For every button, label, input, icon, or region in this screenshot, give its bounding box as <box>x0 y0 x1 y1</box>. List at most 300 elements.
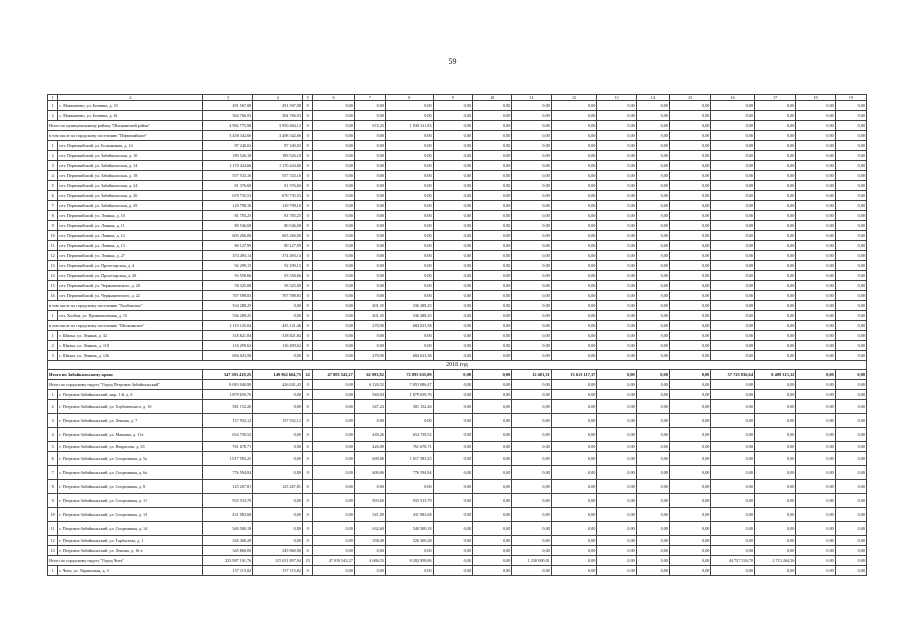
table-cell: 0,00 <box>636 414 669 428</box>
table-cell: 304 766,93 <box>253 111 303 121</box>
table-cell: 0,00 <box>433 171 472 181</box>
table-cell: 0 <box>302 221 312 231</box>
table-cell: 0,00 <box>636 271 669 281</box>
table-row <box>48 508 867 522</box>
table-cell: 0,00 <box>835 201 866 211</box>
table-cell: 0,00 <box>636 231 669 241</box>
row-number: 2 <box>48 151 58 161</box>
table-cell: 129 798,16 <box>253 201 303 211</box>
table-cell: 0,00 <box>597 281 636 291</box>
table-cell: 81 783,25 <box>203 211 253 221</box>
table-cell: 0,00 <box>835 442 866 452</box>
table-cell: 0,00 <box>796 466 835 480</box>
table-cell: 933 533,79 <box>203 494 253 508</box>
table-cell: 0,00 <box>711 261 755 271</box>
table-cell: 0,00 <box>597 141 636 151</box>
table-cell: 0,00 <box>472 442 511 452</box>
table-cell: 0,00 <box>597 428 636 442</box>
subtotal-label: в том числе по городскому поселению "Холбонское" <box>48 301 203 311</box>
table-cell: 0,00 <box>354 291 385 301</box>
table-cell: 0,00 <box>385 221 433 231</box>
table-cell: 0,00 <box>472 414 511 428</box>
table-cell: 0,00 <box>597 480 636 494</box>
table-cell: 0,00 <box>512 261 551 271</box>
address-cell: пгт. Первомайский, ул. Ленина, д. 12 <box>58 231 203 241</box>
address-cell: г. Петровск-Забайкальский, ул. Спортивная, д. 11 <box>58 494 203 508</box>
address-cell: пгт. Первомайский, ул. Ленина, д. 10 <box>58 211 203 221</box>
table-cell: 334 288,25 <box>203 301 253 311</box>
table-cell: 0,00 <box>597 171 636 181</box>
table-cell: 0,00 <box>551 291 597 301</box>
table-cell: 0 <box>302 428 312 442</box>
address-cell: г. Чита, ул. Украинская, д. 3 <box>58 566 203 576</box>
table-cell: 0,00 <box>512 141 551 151</box>
table-cell: 0,00 <box>711 281 755 291</box>
table-cell: 0,00 <box>835 151 866 161</box>
table-row <box>48 201 867 211</box>
table-cell: 0,00 <box>835 428 866 442</box>
table-cell: 0,00 <box>597 131 636 141</box>
table-cell: 0 <box>302 466 312 480</box>
table-cell: 1 170 424,66 <box>253 161 303 171</box>
year-row <box>48 361 867 370</box>
table-cell: 0,00 <box>512 321 551 331</box>
table-cell: 0,00 <box>669 201 710 211</box>
address-cell: пгт. Первомайский, ул. Пролетарская, д. 4 <box>58 261 203 271</box>
table-cell: 0,00 <box>472 400 511 414</box>
table-cell: 0,00 <box>597 101 636 111</box>
table-cell: 684 023,58 <box>385 321 433 331</box>
table-cell: 0,00 <box>597 546 636 556</box>
table-cell: 0,00 <box>835 522 866 536</box>
table-cell: 0,00 <box>636 111 669 121</box>
column-number: 6 <box>313 95 354 101</box>
table-cell: 0,00 <box>796 400 835 414</box>
table-cell: 189 526,18 <box>253 151 303 161</box>
table-cell: 0,00 <box>711 508 755 522</box>
table-cell: 345 860,00 <box>203 546 253 556</box>
table-cell: 0,00 <box>551 466 597 480</box>
table-cell: 87 240,02 <box>253 141 303 151</box>
table-cell: 0,00 <box>472 231 511 241</box>
table-cell: 0,00 <box>313 131 354 141</box>
table-cell: 0,00 <box>354 131 385 141</box>
table-cell: 0,00 <box>796 566 835 576</box>
table-cell: 3 458 342,66 <box>203 131 253 141</box>
table-cell: 0,00 <box>636 341 669 351</box>
table-cell: 0,00 <box>385 414 433 428</box>
table-cell: 0,00 <box>433 241 472 251</box>
table-cell: 0,00 <box>433 301 472 311</box>
table-cell: 47 019 543,27 <box>313 556 354 566</box>
table-cell: 0,00 <box>385 161 433 171</box>
table-cell: 1 879 659,76 <box>203 390 253 400</box>
row-number: 7 <box>48 466 58 480</box>
table-cell: 0 <box>302 281 312 291</box>
address-cell: пгт. Первомайский, ул. Ленина, д. 27 <box>58 251 203 261</box>
table-cell: 0,00 <box>669 301 710 311</box>
table-cell: 0,00 <box>512 480 551 494</box>
table-cell: 0,00 <box>512 428 551 442</box>
table-cell: 0,00 <box>796 101 835 111</box>
table-cell: 0,00 <box>669 311 710 321</box>
table-cell: 0,00 <box>512 452 551 466</box>
table-cell: 157 932,12 <box>253 414 303 428</box>
table-cell: 80 127,99 <box>203 241 253 251</box>
table-cell: 0,00 <box>754 281 795 291</box>
address-cell: г. Петровск-Забайкальский, ул. Ленина, д. 7 <box>58 414 203 428</box>
table-cell: 0 <box>302 131 312 141</box>
table-cell: 0,00 <box>385 101 433 111</box>
table-cell: 0,00 <box>512 101 551 111</box>
table-cell: 0,00 <box>472 536 511 546</box>
table-cell: 0,00 <box>636 466 669 480</box>
table-cell: 0,00 <box>711 141 755 151</box>
table-cell: 0,00 <box>796 161 835 171</box>
table-cell: 0,00 <box>472 191 511 201</box>
table-cell: 0,00 <box>796 494 835 508</box>
subtotal-row <box>48 131 867 141</box>
table-row <box>48 191 867 201</box>
table-cell: 0,00 <box>313 546 354 556</box>
table-cell: 0,00 <box>385 111 433 121</box>
table-cell: 0,00 <box>472 556 511 566</box>
table-cell: 670 735,53 <box>253 191 303 201</box>
table-cell: 0,00 <box>835 556 866 566</box>
table-cell: 0,00 <box>551 231 597 241</box>
table-cell: 0,00 <box>472 301 511 311</box>
table-cell: 0,00 <box>669 508 710 522</box>
table-cell: 0,00 <box>754 221 795 231</box>
table-cell: 0 <box>302 141 312 151</box>
table-cell: 0,00 <box>711 546 755 556</box>
table-row <box>48 251 867 261</box>
table-cell: 0,00 <box>636 452 669 466</box>
table-cell: 0,00 <box>597 291 636 301</box>
table-cell: 0,00 <box>551 536 597 546</box>
table-cell: 0,00 <box>597 241 636 251</box>
table-cell: 0,00 <box>669 191 710 201</box>
table-row <box>48 141 867 151</box>
address-cell: пгт. Первомайский, ул. Забайкальская, д. 24 <box>58 181 203 191</box>
table-cell: 426 041,43 <box>253 380 303 390</box>
table-cell: 0,00 <box>669 251 710 261</box>
table-cell: 0,00 <box>636 101 669 111</box>
row-number: 2 <box>48 111 58 121</box>
table-cell: 57 723 036,64 <box>711 370 755 380</box>
table-cell: 0,00 <box>796 321 835 331</box>
table-cell: 0,00 <box>433 191 472 201</box>
table-cell: 318 821,84 <box>253 331 303 341</box>
table-cell: 0,00 <box>711 211 755 221</box>
row-number: 13 <box>48 261 58 271</box>
table-cell: 22 <box>302 370 312 380</box>
table-cell: 0,00 <box>354 101 385 111</box>
table-cell: 0,00 <box>636 301 669 311</box>
table-cell: 0,00 <box>669 291 710 301</box>
table-cell: 0,00 <box>354 271 385 281</box>
table-cell: 684 023,58 <box>203 351 253 361</box>
table-cell: 0,00 <box>754 301 795 311</box>
table-cell: 0,00 <box>754 414 795 428</box>
address-cell: г. Шилка, ул. Ленина, д. 126 <box>58 351 203 361</box>
table-cell: 0,00 <box>551 351 597 361</box>
table-cell: 0,00 <box>711 171 755 181</box>
address-cell: г. Петровск-Забайкальский, ул. Спортивная, д. 14 <box>58 522 203 536</box>
table-cell: 0,00 <box>669 546 710 556</box>
table-cell: 0,00 <box>433 442 472 452</box>
table-cell: 0 <box>302 321 312 331</box>
address-cell: г. Петровск-Забайкальский, ул. Спортивная, д. 5а <box>58 452 203 466</box>
table-cell: 0,00 <box>835 414 866 428</box>
table-cell: 0,00 <box>796 211 835 221</box>
table-cell: 0,00 <box>313 271 354 281</box>
table-cell: 0,00 <box>636 191 669 201</box>
table-cell: 0,00 <box>636 400 669 414</box>
table-cell: 0,00 <box>512 281 551 291</box>
table-cell: 0,00 <box>796 111 835 121</box>
address-cell: пгт. Первомайский, ул. Больничная, д. 14 <box>58 141 203 151</box>
table-cell: 0 <box>302 494 312 508</box>
table-cell: 0,00 <box>354 546 385 556</box>
table-cell: 0,00 <box>433 211 472 221</box>
row-number: 12 <box>48 536 58 546</box>
row-number: 1 <box>48 141 58 151</box>
table-cell: 0,00 <box>835 508 866 522</box>
table-cell: 0 <box>302 301 312 311</box>
table-cell: 0,00 <box>796 414 835 428</box>
table-row <box>48 480 867 494</box>
table-cell: 23 <box>302 556 312 566</box>
table-cell: 0,00 <box>313 291 354 301</box>
table-cell: 1 017 583,25 <box>385 452 433 466</box>
table-cell: 0,00 <box>354 111 385 121</box>
table-cell: 0,00 <box>551 311 597 321</box>
table-cell: 0,00 <box>385 141 433 151</box>
table-cell: 0,00 <box>354 201 385 211</box>
address-cell: г. Петровск-Забайкальский, ул. Спортивная, д. 6а <box>58 466 203 480</box>
table-cell: 0,00 <box>551 341 597 351</box>
table-cell: 0,00 <box>472 311 511 321</box>
table-cell: 0,00 <box>433 221 472 231</box>
address-cell: пгт. Первомайский, ул. Чернышевского, д. 20 <box>58 281 203 291</box>
table-cell: 0,00 <box>754 480 795 494</box>
column-number: 7 <box>354 95 385 101</box>
table-cell: 0,00 <box>433 181 472 191</box>
table-cell: 0,00 <box>669 141 710 151</box>
table-cell: 0,00 <box>636 380 669 390</box>
table-cell: 0,00 <box>354 221 385 231</box>
table-cell: 0,00 <box>711 480 755 494</box>
table-cell: 149 962 664,75 <box>253 370 303 380</box>
table-cell: 0,00 <box>512 221 551 231</box>
table-cell: 0 <box>302 271 312 281</box>
table-row <box>48 494 867 508</box>
table-cell: 0,00 <box>754 171 795 181</box>
table-cell: 0,00 <box>796 556 835 566</box>
table-cell: 0,00 <box>597 341 636 351</box>
table-cell: 0,00 <box>796 251 835 261</box>
table-cell: 0,00 <box>835 231 866 241</box>
address-cell: пгт. Первомайский, ул. Забайкальская, д. 29 <box>58 201 203 211</box>
table-cell: 0,00 <box>754 311 795 321</box>
table-cell: 0,00 <box>512 390 551 400</box>
table-cell: 0,00 <box>472 428 511 442</box>
table-cell: 0,00 <box>512 151 551 161</box>
table-cell: 0,00 <box>433 380 472 390</box>
subtotal-label: Итого по Забайкальскому краю: <box>48 370 203 380</box>
table-cell: 0,00 <box>313 281 354 291</box>
table-cell: 0,00 <box>354 341 385 351</box>
table-cell: 0,00 <box>669 161 710 171</box>
table-cell: 0,00 <box>835 341 866 351</box>
address-cell: пгт. Первомайский, ул. Забайкальская, д. 14 <box>58 161 203 171</box>
table-cell: 0,00 <box>313 321 354 331</box>
table-cell: 0,00 <box>669 566 710 576</box>
table-cell: 0,00 <box>796 261 835 271</box>
table-cell: 0,00 <box>754 508 795 522</box>
table-cell: 0,00 <box>669 442 710 452</box>
table-cell: 0,00 <box>551 171 597 181</box>
table-cell: 0,00 <box>551 566 597 576</box>
table-cell: 0,00 <box>551 321 597 331</box>
table-row <box>48 291 867 301</box>
table-cell: 940,04 <box>354 390 385 400</box>
table-cell: 0,00 <box>754 390 795 400</box>
table-cell: 0,00 <box>597 380 636 390</box>
table-cell: 0,00 <box>433 370 472 380</box>
table-cell: 0,00 <box>669 341 710 351</box>
table-cell: 449,26 <box>354 428 385 442</box>
table-cell: 0,00 <box>433 131 472 141</box>
table-cell: 0,00 <box>433 101 472 111</box>
row-number: 1 <box>48 331 58 341</box>
row-number: 8 <box>48 211 58 221</box>
table-cell: 0,00 <box>669 271 710 281</box>
table-cell: 0,00 <box>253 508 303 522</box>
table-cell: 189 526,18 <box>203 151 253 161</box>
table-cell: 291 567,08 <box>253 101 303 111</box>
table-cell: 0,00 <box>669 111 710 121</box>
table-cell: 0 <box>302 546 312 556</box>
table-cell: 0,00 <box>796 201 835 211</box>
table-cell: 0,00 <box>354 414 385 428</box>
table-cell: 0,00 <box>711 311 755 321</box>
table-cell: 81 376,60 <box>203 181 253 191</box>
table-cell: 0,00 <box>512 442 551 452</box>
table-cell: 0,00 <box>354 151 385 161</box>
table-cell: 0,00 <box>636 556 669 566</box>
address-cell: пгт. Первомайский, ул. Пролетарская, д. 20 <box>58 271 203 281</box>
table-cell: 0,00 <box>313 151 354 161</box>
column-number: 12 <box>551 95 597 101</box>
table-cell: 0,00 <box>551 181 597 191</box>
row-number: 10 <box>48 508 58 522</box>
table-cell: 0,00 <box>472 390 511 400</box>
table-cell: 0,00 <box>669 428 710 442</box>
table-cell: 0,00 <box>512 181 551 191</box>
table-cell: 0,00 <box>636 321 669 331</box>
table-cell: 0,00 <box>385 151 433 161</box>
table-cell: 0,00 <box>669 370 710 380</box>
address-cell: пгт. Первомайский, ул. Чернышевского, д. 22 <box>58 291 203 301</box>
row-number: 3 <box>48 161 58 171</box>
table-cell: 0,00 <box>313 311 354 321</box>
table-cell: 0,00 <box>711 241 755 251</box>
table-cell: 0,00 <box>472 566 511 576</box>
table-cell: 0,00 <box>313 171 354 181</box>
table-cell: 0,00 <box>711 566 755 576</box>
table-cell: 0,00 <box>551 121 597 131</box>
row-number: 8 <box>48 480 58 494</box>
table-cell: 0,00 <box>385 131 433 141</box>
table-cell: 0,00 <box>433 251 472 261</box>
table-cell: 0,00 <box>711 351 755 361</box>
table-cell: 0,00 <box>253 301 303 311</box>
table-cell: 707 598,83 <box>203 291 253 301</box>
table-cell: 0,00 <box>669 151 710 161</box>
table-cell: 0,00 <box>796 231 835 241</box>
table-cell: 0,00 <box>754 546 795 556</box>
table-cell: 0,00 <box>512 536 551 546</box>
table-cell: 157 115,82 <box>203 566 253 576</box>
address-cell: г. Шилка, ул. Ленина, д. 118 <box>58 341 203 351</box>
table-row <box>48 151 867 161</box>
table-cell: 0,00 <box>669 261 710 271</box>
table-cell: 0,00 <box>472 466 511 480</box>
table-cell: 0,00 <box>512 211 551 221</box>
table-row <box>48 452 867 466</box>
table-cell: 670 735,53 <box>203 191 253 201</box>
table-cell: 0,00 <box>711 466 755 480</box>
table-cell: 318 821,84 <box>203 331 253 341</box>
table-cell: 0 <box>302 291 312 301</box>
table-cell: 0,00 <box>597 466 636 480</box>
table-cell: 0,00 <box>472 211 511 221</box>
table-cell: 401,35 <box>354 301 385 311</box>
table-cell: 8 083 040,90 <box>203 380 253 390</box>
table-row <box>48 522 867 536</box>
table-cell: 0 <box>302 341 312 351</box>
table-cell: 0,00 <box>433 341 472 351</box>
table-row <box>48 351 867 361</box>
table-cell: 0,00 <box>835 191 866 201</box>
table-cell: 0,00 <box>669 321 710 331</box>
table-cell: 0 <box>302 261 312 271</box>
table-cell: 0,00 <box>472 452 511 466</box>
table-cell: 0,00 <box>711 181 755 191</box>
table-cell: 0 <box>302 566 312 576</box>
table-cell: 547,24 <box>354 400 385 414</box>
table-cell: 0,00 <box>313 442 354 452</box>
table-cell: 0,00 <box>669 452 710 466</box>
table-cell: 0,00 <box>835 281 866 291</box>
table-cell: 0,00 <box>512 291 551 301</box>
table-cell: 540 500,18 <box>203 522 253 536</box>
table-cell: 0,00 <box>711 111 755 121</box>
table-cell: 0,00 <box>636 141 669 151</box>
table-cell: 0,00 <box>472 261 511 271</box>
table-cell: 0,00 <box>551 428 597 442</box>
table-cell: 0,00 <box>835 480 866 494</box>
table-cell: 0,00 <box>472 380 511 390</box>
table-cell: 0,00 <box>597 311 636 321</box>
table-cell: 0,00 <box>835 452 866 466</box>
row-number: 12 <box>48 251 58 261</box>
table-cell: 0,00 <box>385 331 433 341</box>
table-cell: 0,00 <box>385 211 433 221</box>
table-cell: 776 594,84 <box>203 466 253 480</box>
